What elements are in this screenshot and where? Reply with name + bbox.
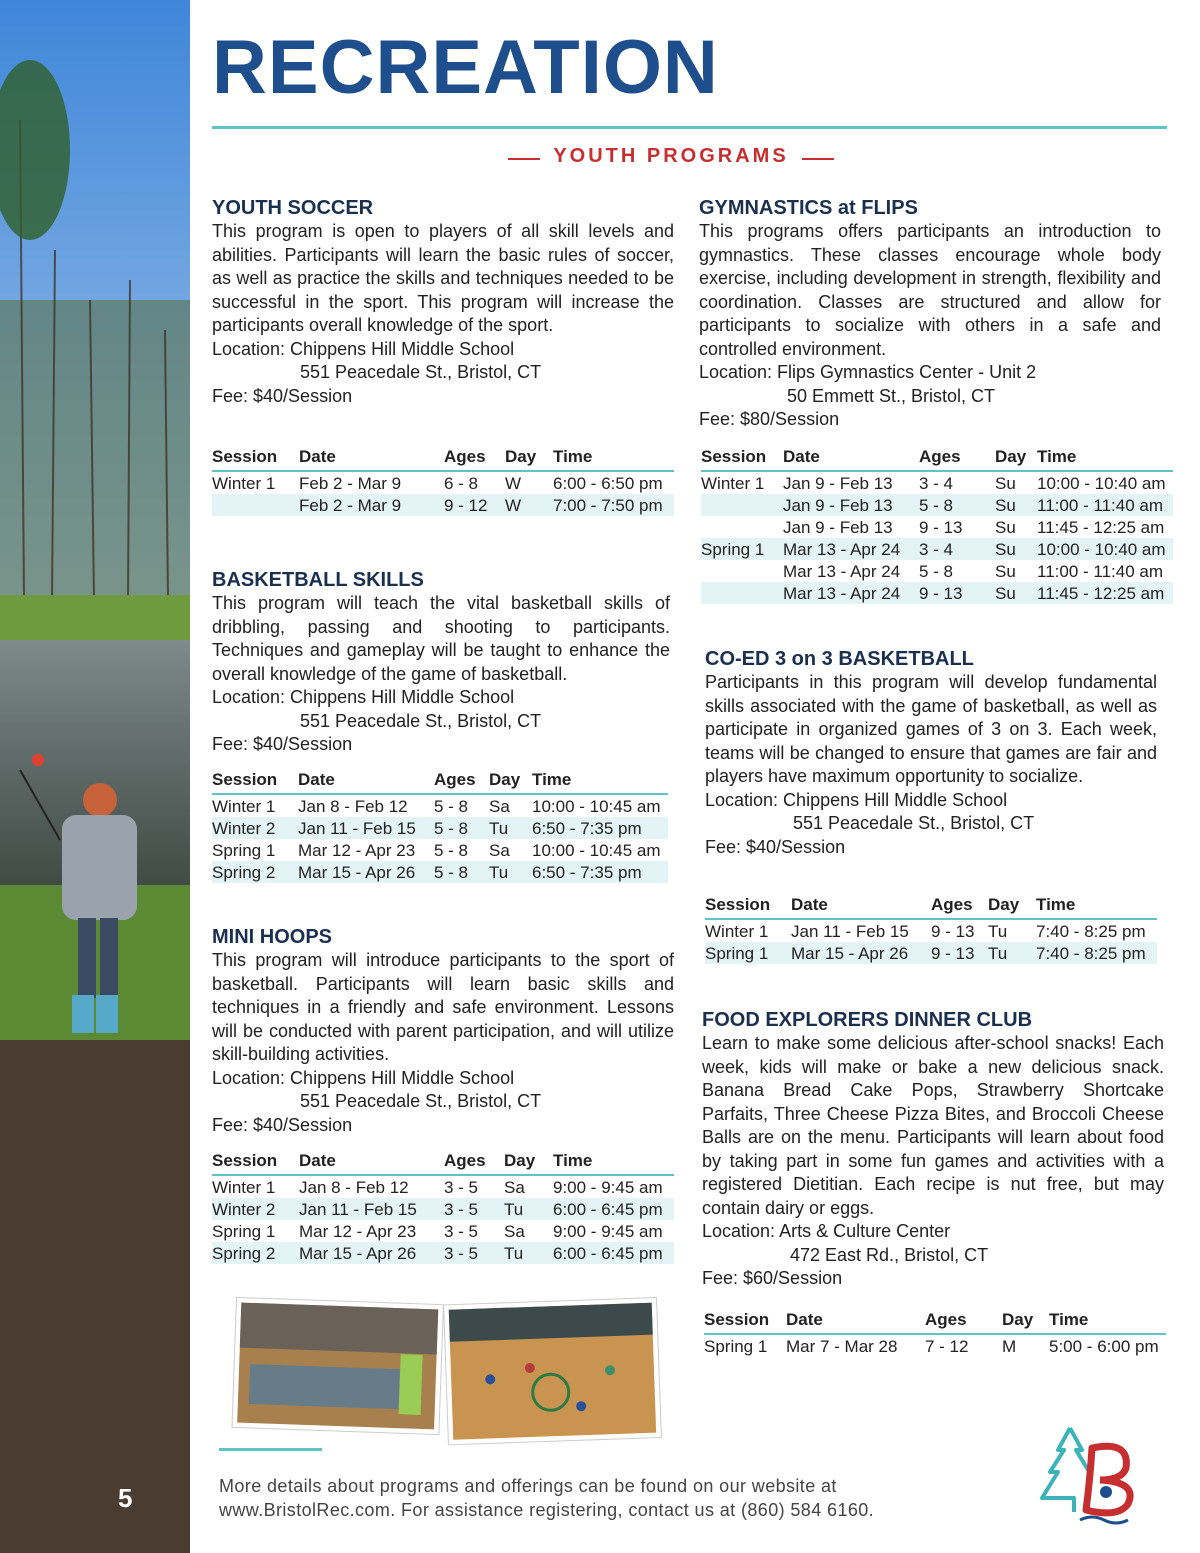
cell-ages: 3 - 5 [444, 1222, 479, 1241]
schedule-row [701, 472, 1173, 494]
program-address: 551 Peacedale St., Bristol, CT [793, 813, 1035, 833]
program-coed-basketball [705, 647, 1157, 859]
header-ages: Ages [444, 447, 486, 466]
cell-time: 10:00 - 10:40 am [1037, 540, 1166, 559]
cell-ages: 5 - 8 [919, 562, 954, 581]
cell-day: Sa [489, 797, 510, 816]
cell-time: 10:00 - 10:45 am [532, 797, 661, 816]
cell-time: 10:00 - 10:40 am [1037, 474, 1166, 493]
cell-time: 9:00 - 9:45 am [553, 1222, 663, 1241]
header-time: Time [1037, 447, 1077, 466]
program-title: BASKETBALL SKILLS [212, 569, 424, 591]
program-description: Learn to make some delicious after-school snacks! Each week, kids will make or bake a new delicious snack. Banana Bread Cake Pops, Strawberry Shortcake Parfaits, Three Cheese Pizza Bites, and Broccoli Cheese Balls are on the menu. Participants will learn about food by taking part in some fun games and activities with a registered Dietitian. Each recipe is nut free, but may contain dairy or eggs. [702, 1033, 1164, 1218]
schedule-row [701, 538, 1173, 560]
program-food-explorers [702, 1008, 1164, 1291]
cell-session: Spring 1 [701, 540, 765, 559]
footer-line: www.BristolRec.com. For assistance registering, contact us at (860) 584 6160. [219, 1500, 875, 1520]
program-youth-soccer [212, 196, 674, 408]
program-description: This program will teach the vital basketball skills of dribbling, passing and shooting to participants. Techniques and gameplay will be taught to enhance the overall knowledge of the game of basketball. [212, 593, 670, 684]
schedule-header [704, 1307, 1166, 1335]
cell-session: Winter 1 [212, 797, 276, 816]
cell-time: 6:50 - 7:35 pm [532, 819, 642, 838]
header-day: Day [995, 447, 1027, 466]
program-mini-hoops [212, 925, 674, 1137]
header-session: Session [212, 1151, 278, 1170]
cell-day: Su [995, 584, 1016, 603]
cell-day: Tu [489, 863, 509, 882]
schedule-table [212, 1148, 674, 1264]
program-photos [230, 1297, 665, 1447]
header-day: Day [504, 1151, 536, 1170]
program-address: 50 Emmett St., Bristol, CT [787, 385, 996, 406]
header-session: Session [212, 770, 278, 789]
program-location: Location: Chippens Hill Middle School [212, 1067, 515, 1088]
schedule-header [212, 767, 668, 795]
cell-time: 6:00 - 6:50 pm [553, 474, 663, 493]
cell-ages: 3 - 5 [444, 1200, 479, 1219]
cell-ages: 5 - 8 [434, 863, 469, 882]
schedule-row [701, 494, 1173, 516]
cell-date: Mar 13 - Apr 24 [783, 584, 901, 603]
header-date: Date [786, 1310, 823, 1329]
program-address: 551 Peacedale St., Bristol, CT [300, 1091, 542, 1111]
program-title: FOOD EXPLORERS DINNER CLUB [702, 1009, 1033, 1031]
program-title: MINI HOOPS [212, 926, 333, 948]
title-divider [212, 126, 1167, 129]
page-title: RECREATION [212, 25, 719, 110]
cell-ages: 5 - 8 [919, 496, 954, 515]
header-day: Day [988, 895, 1020, 914]
program-basketball-skills [212, 568, 670, 757]
cell-session: Winter 2 [212, 1200, 276, 1219]
schedule-row [212, 861, 668, 883]
schedule-row [212, 494, 674, 516]
cell-session: Winter 1 [701, 474, 765, 493]
cell-date: Feb 2 - Mar 9 [299, 474, 402, 493]
cell-time: 7:40 - 8:25 pm [1036, 944, 1146, 963]
program-address: 551 Peacedale St., Bristol, CT [300, 362, 542, 382]
cell-time: 5:00 - 6:00 pm [1049, 1337, 1159, 1356]
schedule-table [701, 444, 1173, 604]
cell-ages: 9 - 13 [919, 518, 963, 537]
cell-time: 11:45 - 12:25 am [1037, 518, 1165, 537]
schedule-row [705, 920, 1157, 942]
cell-session: Spring 2 [212, 863, 276, 882]
cell-day: Su [995, 474, 1016, 493]
cell-time: 11:00 - 11:40 am [1037, 562, 1164, 581]
cell-session: Spring 1 [705, 944, 769, 963]
schedule-table [704, 1307, 1166, 1357]
cell-ages: 9 - 13 [919, 584, 963, 603]
cell-day: M [1002, 1337, 1017, 1356]
schedule-table [212, 767, 668, 883]
cell-time: 7:00 - 7:50 pm [553, 496, 663, 515]
cell-session: Spring 1 [212, 841, 276, 860]
header-date: Date [791, 895, 828, 914]
cell-session: Winter 1 [705, 922, 769, 941]
schedule-row [701, 560, 1173, 582]
header-time: Time [1049, 1310, 1089, 1329]
cell-date: Mar 13 - Apr 24 [783, 540, 901, 559]
header-time: Time [532, 770, 572, 789]
program-location: Location: Flips Gymnastics Center - Unit 2 [699, 362, 1037, 382]
cell-ages: 3 - 5 [444, 1244, 479, 1263]
cell-day: Tu [988, 922, 1008, 941]
program-location: Location: Chippens Hill Middle School [212, 687, 515, 707]
cell-time: 6:00 - 6:45 pm [553, 1200, 663, 1219]
cell-day: W [505, 474, 522, 493]
cell-day: Sa [489, 841, 510, 860]
section-heading: YOUTH PROGRAMS [508, 145, 834, 168]
cell-date: Jan 11 - Feb 15 [791, 922, 909, 941]
schedule-header [212, 444, 674, 472]
cell-date: Jan 9 - Feb 13 [783, 474, 893, 493]
cell-session: Winter 1 [212, 474, 276, 493]
schedule-row [212, 1198, 674, 1220]
program-gymnastics [699, 196, 1161, 432]
bristol-logo [1030, 1420, 1150, 1530]
schedule-row [212, 839, 668, 861]
cell-ages: 9 - 12 [444, 496, 488, 515]
cover-photo [0, 0, 190, 1553]
cell-date: Jan 8 - Feb 12 [299, 1178, 409, 1197]
header-session: Session [704, 1310, 770, 1329]
schedule-header [705, 892, 1157, 920]
schedule-row [212, 1176, 674, 1198]
cell-time: 9:00 - 9:45 am [553, 1178, 663, 1197]
cell-day: Su [995, 496, 1016, 515]
cell-session: Spring 1 [704, 1337, 768, 1356]
schedule-table [705, 892, 1157, 964]
program-fee: Fee: $40/Session [212, 1114, 353, 1135]
cell-time: 7:40 - 8:25 pm [1036, 922, 1146, 941]
schedule-row [701, 582, 1173, 604]
cell-day: Su [995, 540, 1016, 559]
cell-session: Winter 1 [212, 1178, 276, 1197]
program-location: Location: Chippens Hill Middle School [212, 338, 515, 359]
header-date: Date [299, 447, 336, 466]
cell-time: 6:50 - 7:35 pm [532, 863, 642, 882]
cell-day: Sa [504, 1178, 525, 1197]
program-description: This programs offers participants an introduction to gymnastics. These classes encourage whole body exercise, including development in strength, flexibility and coordination. Classes are structured and allow for participants to socialize with others in a safe and controlled environment. [699, 221, 1161, 359]
cell-date: Mar 12 - Apr 23 [299, 1222, 417, 1241]
header-ages: Ages [925, 1310, 967, 1329]
cell-date: Jan 9 - Feb 13 [783, 496, 893, 515]
header-day: Day [1002, 1310, 1034, 1329]
cell-day: Su [995, 518, 1016, 537]
schedule-header [701, 444, 1173, 472]
cell-date: Mar 13 - Apr 24 [783, 562, 901, 581]
header-day: Day [505, 447, 537, 466]
program-address: 551 Peacedale St., Bristol, CT [300, 710, 542, 731]
program-fee: Fee: $80/Session [699, 409, 840, 429]
schedule-table [212, 444, 674, 516]
header-date: Date [299, 1151, 336, 1170]
cell-date: Jan 11 - Feb 15 [299, 1200, 417, 1219]
header-date: Date [298, 770, 335, 789]
program-title: YOUTH SOCCER [212, 197, 374, 219]
header-date: Date [783, 447, 820, 466]
cell-ages: 5 - 8 [434, 841, 469, 860]
program-fee: Fee: $40/Session [212, 385, 353, 406]
cell-day: Tu [988, 944, 1008, 963]
cell-date: Mar 15 - Apr 26 [298, 863, 416, 882]
header-day: Day [489, 770, 521, 789]
cell-date: Mar 7 - Mar 28 [786, 1337, 898, 1356]
cell-date: Mar 12 - Apr 23 [298, 841, 416, 860]
header-time: Time [553, 1151, 593, 1170]
cell-day: W [505, 496, 522, 515]
schedule-row [212, 817, 668, 839]
cell-date: Jan 11 - Feb 15 [298, 819, 416, 838]
program-location: Location: Arts & Culture Center [702, 1221, 951, 1241]
header-session: Session [705, 895, 771, 914]
cell-ages: 3 - 5 [444, 1178, 479, 1197]
header-ages: Ages [444, 1151, 486, 1170]
schedule-header [212, 1148, 674, 1176]
cell-ages: 6 - 8 [444, 474, 479, 493]
cell-day: Su [995, 562, 1016, 581]
cell-ages: 5 - 8 [434, 819, 469, 838]
cell-time: 11:00 - 11:40 am [1037, 496, 1164, 515]
schedule-row [212, 1220, 674, 1242]
schedule-row [212, 795, 668, 817]
cell-ages: 9 - 13 [931, 922, 975, 941]
program-title: CO-ED 3 on 3 BASKETBALL [705, 648, 974, 670]
program-fee: Fee: $40/Session [212, 734, 353, 754]
schedule-row [212, 1242, 674, 1264]
header-session: Session [212, 447, 278, 466]
header-ages: Ages [434, 770, 476, 789]
program-address: 472 East Rd., Bristol, CT [790, 1244, 989, 1265]
program-description: This program will introduce participants to the sport of basketball. Participants will learn basic skills and techniques in a friendly and safe environment. Lessons will be conducted with parent participation, and will utilize skill-building activities. [212, 950, 674, 1064]
header-session: Session [701, 447, 767, 466]
cell-day: Tu [504, 1200, 524, 1219]
footer-note [219, 1474, 874, 1522]
cell-ages: 3 - 4 [919, 540, 954, 559]
cell-ages: 5 - 8 [434, 797, 469, 816]
header-ages: Ages [919, 447, 961, 466]
program-fee: Fee: $40/Session [705, 836, 846, 857]
cell-session: Spring 1 [212, 1222, 276, 1241]
cell-ages: 9 - 13 [931, 944, 975, 963]
header-ages: Ages [931, 895, 973, 914]
cell-date: Jan 8 - Feb 12 [298, 797, 408, 816]
cell-session: Spring 2 [212, 1244, 276, 1263]
cell-time: 11:45 - 12:25 am [1037, 584, 1165, 603]
schedule-row [701, 516, 1173, 538]
footer-divider [219, 1448, 322, 1451]
cell-time: 6:00 - 6:45 pm [553, 1244, 663, 1263]
cell-ages: 7 - 12 [925, 1337, 969, 1356]
cell-date: Feb 2 - Mar 9 [299, 496, 402, 515]
program-description: Participants in this program will develop fundamental skills associated with the game of basketball, as well as participate in organized games of 3 on 3. Each week, teams will be changed to ensure that games are fair and players have maximum opportunity to socialize. [705, 672, 1157, 786]
cell-date: Jan 9 - Feb 13 [783, 518, 893, 537]
program-description: This program is open to players of all skill levels and abilities. Participants will learn the basic rules of soccer, as well as practice the skills and techniques needed to be successful in the sport. This program will increase the participants overall knowledge of the sport. [212, 221, 674, 335]
schedule-row [212, 472, 674, 494]
schedule-row [705, 942, 1157, 964]
header-time: Time [1036, 895, 1076, 914]
cell-date: Mar 15 - Apr 26 [299, 1244, 417, 1263]
cell-session: Winter 2 [212, 819, 276, 838]
footer-line: More details about programs and offerings can be found on our website at [219, 1476, 837, 1496]
schedule-row [704, 1335, 1166, 1357]
cell-time: 10:00 - 10:45 am [532, 841, 661, 860]
program-location: Location: Chippens Hill Middle School [705, 789, 1008, 810]
cell-date: Mar 15 - Apr 26 [791, 944, 909, 963]
program-fee: Fee: $60/Session [702, 1268, 843, 1288]
program-title: GYMNASTICS at FLIPS [699, 197, 918, 219]
cell-day: Sa [504, 1222, 525, 1241]
page-number: 5 [118, 1483, 133, 1513]
cell-ages: 3 - 4 [919, 474, 954, 493]
cell-day: Tu [489, 819, 509, 838]
header-time: Time [553, 447, 593, 466]
cell-day: Tu [504, 1244, 524, 1263]
